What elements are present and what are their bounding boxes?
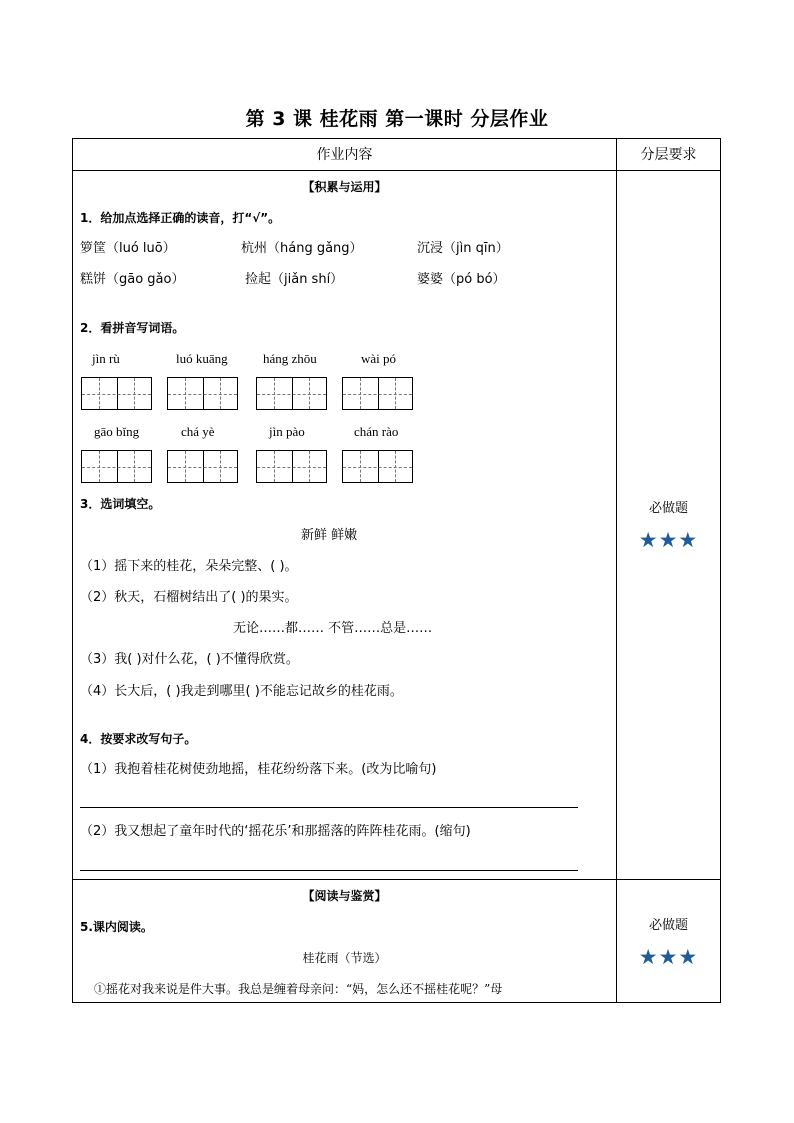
star-rating: ★★★ — [638, 528, 699, 552]
q1-item: 婆婆（pó bó） — [417, 272, 506, 287]
star-rating: ★★★ — [638, 945, 699, 969]
q3-sentence: （1）摇下来的桂花，朵朵完整、( )。 — [80, 559, 298, 574]
section2-heading: 【阅读与鉴赏】 — [302, 889, 387, 903]
q1-item: 捡起（jiǎn shí） — [245, 272, 344, 287]
q1-prompt: 1．给加点选择正确的读音，打“√”。 — [80, 211, 281, 225]
pinyin-label: chá yè — [181, 424, 215, 439]
writing-grid[interactable] — [342, 377, 413, 410]
pinyin-label: chán rào — [354, 424, 399, 439]
pinyin-label: jìn rù — [92, 351, 120, 366]
header-requirement: 分层要求 — [640, 147, 697, 163]
q3-sentence: （3）我( )对什么花，( )不懂得欣赏。 — [80, 652, 299, 667]
requirement-label: 必做题 — [648, 918, 688, 933]
section1-heading: 【积累与运用】 — [302, 180, 387, 194]
writing-grid[interactable] — [167, 450, 238, 483]
q3-sentence: （4）长大后，( )我走到哪里( )不能忘记故乡的桂花雨。 — [80, 684, 403, 699]
homework-table — [72, 138, 721, 1003]
q4-sentence: （2）我又想起了童年时代的‘摇花乐’和那摇落的阵阵桂花雨。(缩句) — [80, 824, 471, 839]
q4-sentence: （1）我抱着桂花树使劲地摇，桂花纷纷落下来。(改为比喻句) — [80, 762, 437, 777]
passage-text: ①摇花对我来说是件大事。我总是缠着母亲问：“妈，怎么还不摇桂花呢？”母 — [94, 982, 503, 996]
writing-grid[interactable] — [81, 450, 152, 483]
word-choices: 新鲜 鲜嫩 — [301, 528, 358, 543]
writing-grid[interactable] — [81, 377, 152, 410]
section-divider — [73, 879, 720, 880]
writing-grid[interactable] — [167, 377, 238, 410]
pinyin-label: wài pó — [361, 351, 397, 366]
q1-item: 箩筐（luó luō） — [80, 241, 176, 256]
q4-prompt: 4．按要求改写句子。 — [80, 732, 197, 746]
conjunction-choices: 无论……都…… 不管……总是…… — [233, 621, 433, 636]
header-content: 作业内容 — [316, 147, 373, 163]
answer-line[interactable] — [80, 870, 578, 871]
header-divider — [73, 170, 720, 171]
pinyin-label: luó kuāng — [176, 351, 228, 366]
pinyin-label: jìn pào — [269, 424, 305, 439]
q1-item: 糕饼（gāo gǎo） — [80, 272, 185, 287]
writing-grid[interactable] — [256, 377, 327, 410]
q1-item: 杭州（háng gǎng） — [241, 241, 363, 256]
page-title: 第 3 课 桂花雨 第一课时 分层作业 — [245, 108, 549, 130]
pinyin-label: háng zhōu — [263, 351, 317, 366]
writing-grid[interactable] — [342, 450, 413, 483]
answer-line[interactable] — [80, 807, 578, 808]
requirement-label: 必做题 — [648, 501, 688, 516]
q2-prompt: 2．看拼音写词语。 — [80, 321, 185, 335]
q1-item: 沉浸（jìn qīn） — [417, 241, 509, 256]
q5-prompt: 5.课内阅读。 — [80, 920, 153, 934]
pinyin-label: gāo bǐng — [94, 424, 140, 439]
column-divider — [616, 139, 617, 1002]
writing-grid[interactable] — [256, 450, 327, 483]
passage-title: 桂花雨（节选） — [302, 951, 387, 965]
q3-sentence: （2）秋天，石榴树结出了( )的果实。 — [80, 590, 298, 605]
q3-prompt: 3．选词填空。 — [80, 497, 161, 511]
